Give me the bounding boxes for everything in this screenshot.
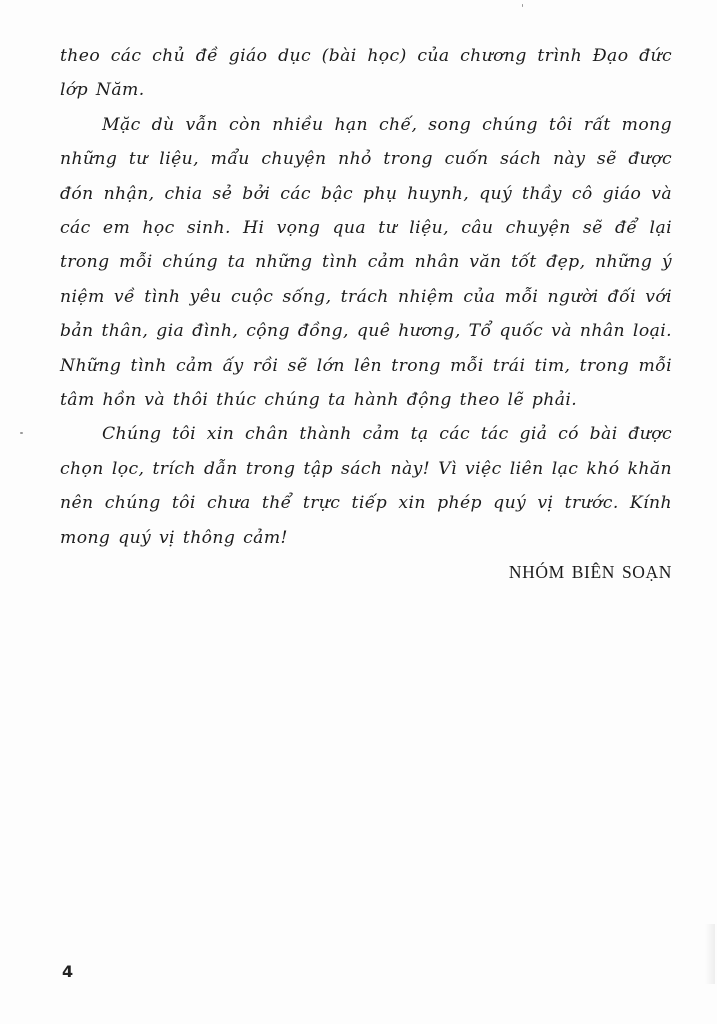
paragraph-hope: Mặc dù vẫn còn nhiều hạn chế, song chúng tôi rất mong những tư liệu, mẩu chuyện nhỏ trong cuốn sách này sẽ được đón nhận, chia sẻ bởi các bậc phụ huynh, quý thầy cô giáo và các em học sinh. Hi vọng qua tư liệu, câu chuyện sẽ để lại trong mỗi chúng ta những tình cảm nhân văn tốt đẹp, những ý niệm về tình yêu cuộc sống, trách nhiệm của mỗi người đối với bản thân, gia đình, cộng đồng, quê hương, Tổ quốc và nhân loại. Những tình cảm ấy rồi sẽ lớn lên trong mỗi trái tim, trong mỗi tâm hồn và thôi thúc chúng ta hành động theo lẽ phải. bbox=[60, 114, 672, 411]
paragraph-thanks: Chúng tôi xin chân thành cảm tạ các tác giả có bài được chọn lọc, trích dẫn trong tập sách này! Vì việc liên lạc khó khăn nên chúng tôi chưa thể trực tiếp xin phép quý vị trước. Kính mong quý vị thông cảm! bbox=[60, 424, 672, 548]
scan-speck bbox=[20, 432, 23, 434]
author-signature: NHÓM BIÊN SOẠN bbox=[508, 562, 672, 583]
body-text bbox=[60, 39, 672, 590]
scan-speck bbox=[522, 4, 523, 7]
paragraph-continuation: theo các chủ đề giáo dục (bài học) của chương trình Đạo đức lớp Năm. bbox=[60, 46, 672, 101]
page-number: 4 bbox=[62, 962, 74, 981]
scan-edge-shadow bbox=[705, 924, 715, 984]
